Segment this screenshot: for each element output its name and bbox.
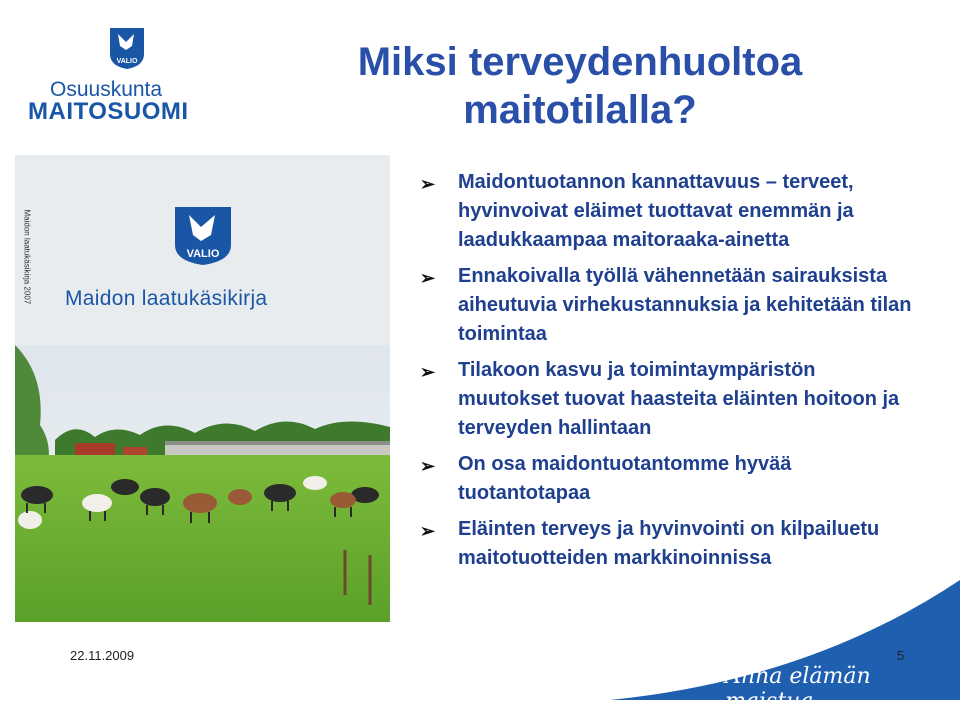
slide-date: 22.11.2009 <box>70 648 135 663</box>
page-number: 5 <box>897 648 905 663</box>
logo-badge-text: VALIO <box>116 58 138 65</box>
bullet-item <box>420 168 920 255</box>
slide-title: Miksi terveydenhuoltoa maitotilalla? <box>357 40 803 132</box>
valio-book-shield-icon <box>173 205 233 267</box>
slogan-text: Anna elämän maistua. <box>725 664 871 714</box>
bullet-list <box>420 168 920 580</box>
bullet-text: Ennakoivalla työllä vähennetään sairauksista aiheutuvia virhekustannuksia ja kehitetään tilan toimintaa <box>458 265 912 345</box>
logo-line1: Osuuskunta <box>50 78 163 101</box>
arrow-bullet-icon: ➢ <box>420 268 436 288</box>
bullet-text: Eläinten terveys ja hyvinvointi on kilpailuetu maitotuotteiden markkinoinnissa <box>458 518 880 569</box>
book-title: Maidon laatukäsikirja <box>65 287 268 310</box>
valio-shield-icon <box>108 26 146 70</box>
maitosuomi-logo <box>22 18 202 125</box>
arrow-bullet-icon: ➢ <box>420 521 436 541</box>
bullet-item <box>420 356 920 443</box>
bullet-text: Tilakoon kasvu ja toimintaympäristön muutokset tuovat haasteita eläinten hoitoon ja terveyden hallintaan <box>458 359 900 439</box>
farm-cows-photo <box>15 345 390 622</box>
bullet-text: Maidontuotannon kannattavuus – terveet, hyvinvoivat eläimet tuottavat enemmän ja laadukkaampaa maitoraaka-ainetta <box>458 171 854 251</box>
arrow-bullet-icon: ➢ <box>420 456 436 476</box>
arrow-bullet-icon: ➢ <box>420 174 436 194</box>
arrow-bullet-icon: ➢ <box>420 362 436 382</box>
book-badge-text: VALIO <box>186 248 220 260</box>
bullet-text: On osa maidontuotantomme hyvää tuotantotapaa <box>458 453 792 504</box>
bullet-item <box>420 450 920 508</box>
book-cover-image <box>15 155 390 622</box>
logo-line2: MAITOSUOMI <box>28 98 189 125</box>
bullet-item <box>420 262 920 349</box>
book-side-text: Maidon laatukäsikirja 2007 <box>22 209 32 305</box>
